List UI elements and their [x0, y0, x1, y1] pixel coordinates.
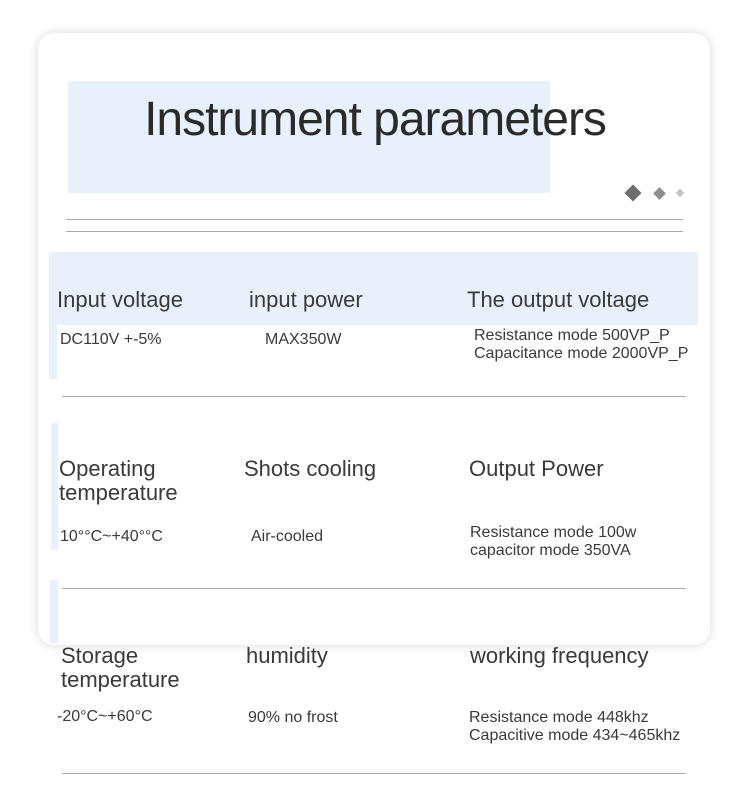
- humidity-label: humidity: [246, 643, 328, 668]
- title-divider-top: [66, 219, 683, 220]
- row-3-side-bar: [50, 580, 58, 643]
- title-divider-bottom: [66, 231, 683, 232]
- row-1-divider: [62, 396, 686, 397]
- row-2-divider: [62, 588, 686, 589]
- humidity-value: 90% no frost: [248, 709, 338, 726]
- operating-temperature-value: 10°°C~+40°°C: [60, 528, 163, 545]
- operating-temperature-label: Operating temperature: [59, 456, 178, 505]
- working-frequency-value: Resistance mode 448khz Capacitive mode 434~465khz: [469, 709, 681, 744]
- shots-cooling-label: Shots cooling: [244, 456, 377, 481]
- storage-temperature-label: Storage temperature: [61, 643, 180, 692]
- storage-temperature-value: -20°C~+60°C: [57, 708, 153, 725]
- row-2-side-bar: [51, 423, 58, 550]
- page-title: Instrument parameters: [144, 93, 606, 146]
- output-power-label: Output Power: [469, 456, 604, 481]
- row-1-side-bar: [49, 325, 57, 379]
- input-power-value: MAX350W: [265, 331, 342, 348]
- input-voltage-value: DC110V +-5%: [60, 331, 162, 348]
- working-frequency-label: working frequency: [470, 643, 649, 668]
- input-voltage-label: Input voltage: [57, 287, 183, 312]
- shots-cooling-value: Air-cooled: [251, 528, 324, 545]
- output-voltage-label: The output voltage: [467, 287, 650, 312]
- output-power-value: Resistance mode 100w capacitor mode 350VA: [470, 524, 637, 559]
- row-3-divider: [62, 773, 686, 774]
- input-power-label: input power: [249, 287, 363, 312]
- output-voltage-value: Resistance mode 500VP_P Capacitance mode 2000VP_P: [474, 327, 689, 362]
